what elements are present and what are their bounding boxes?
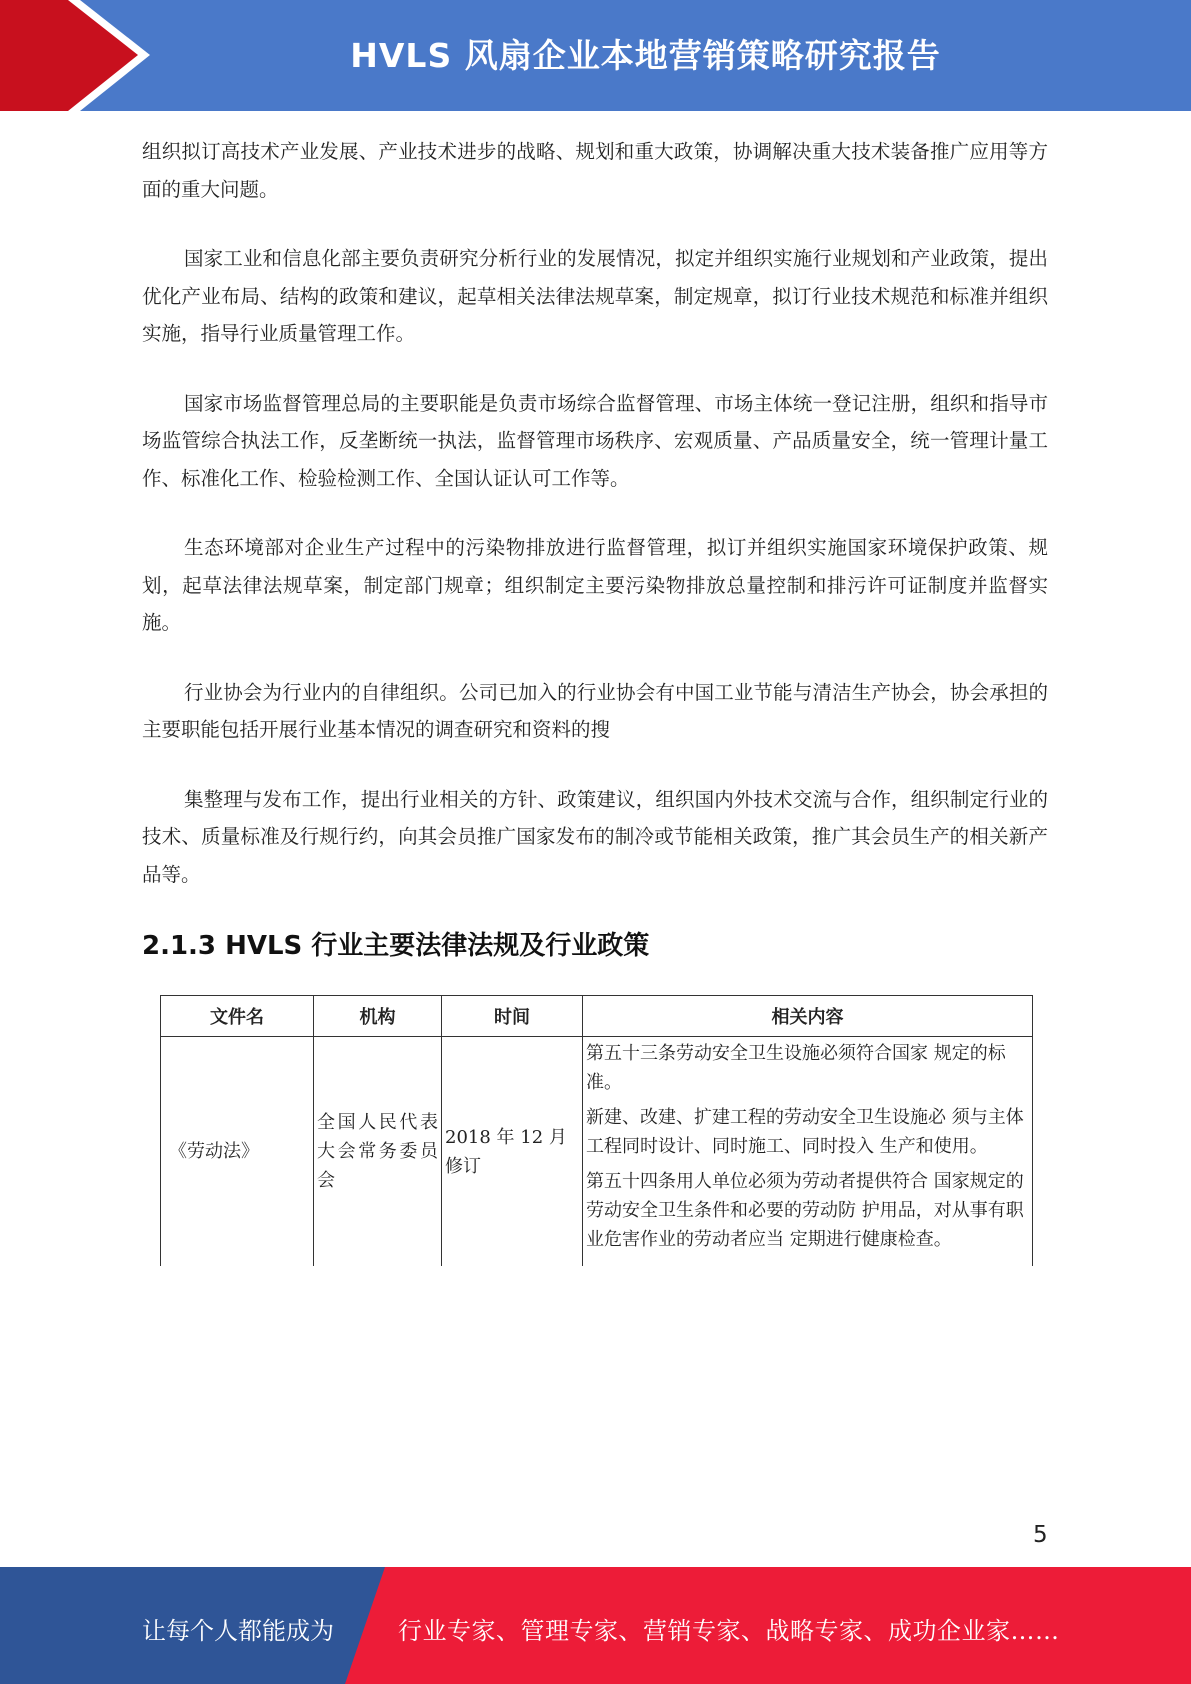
cell-content bbox=[583, 1037, 1033, 1267]
content-clause-2: 新建、改建、扩建工程的劳动安全卫生设施必 须与主体工程同时设计、同时施工、同时投入 生产和使用。 bbox=[586, 1107, 1024, 1157]
page-footer bbox=[0, 1567, 1191, 1684]
content-clause-1: 第五十三条劳动安全卫生设施必须符合国家 规定的标准。 bbox=[586, 1043, 1006, 1093]
paragraph-6: 集整理与发布工作，提出行业相关的方针、政策建议，组织国内外技术交流与合作，组织制定行业的技术、质量标准及行规行约，向其会员推广国家发布的制冷或节能相关政策，推广其会员生产的相关新产品等。 bbox=[142, 787, 1048, 886]
column-header-organization: 机构 bbox=[314, 996, 442, 1037]
header-title: HVLS 风扇企业本地营销策略研究报告 bbox=[350, 36, 941, 75]
page-number: 5 bbox=[1033, 1522, 1048, 1548]
paragraph-2: 国家工业和信息化部主要负责研究分析行业的发展情况，拟定并组织实施行业规划和产业政策，提出优化产业布局、结构的政策和建议，起草相关法律法规草案，制定规章，拟订行业技术规范和标准并组织实施，指导行业质量管理工作。 bbox=[142, 247, 1048, 345]
page-header bbox=[0, 0, 1191, 111]
footer-slogan: 让每个人都能成为 bbox=[142, 1617, 334, 1645]
paragraph-1: 组织拟订高技术产业发展、产业技术进步的战略、规划和重大政策，协调解决重大技术装备推广应用等方面的重大问题。 bbox=[142, 140, 1048, 201]
header-arrow-icon bbox=[0, 0, 150, 111]
column-header-date: 时间 bbox=[442, 996, 583, 1037]
table-row bbox=[161, 1037, 1033, 1267]
body-text bbox=[142, 133, 1048, 925]
regulations-table bbox=[160, 995, 1033, 1266]
column-header-filename: 文件名 bbox=[161, 996, 314, 1037]
cell-date: 2018 年 12 月修订 bbox=[442, 1037, 583, 1267]
table-header-row bbox=[161, 996, 1033, 1037]
footer-tagline: 行业专家、管理专家、营销专家、战略专家、成功企业家…… bbox=[398, 1617, 1060, 1645]
section-heading: 2.1.3 HVLS 行业主要法律法规及行业政策 bbox=[142, 931, 650, 961]
paragraph-5: 行业协会为行业内的自律组织。公司已加入的行业协会有中国工业节能与清洁生产协会，协会承担的主要职能包括开展行业基本情况的调查研究和资料的搜 bbox=[142, 680, 1048, 741]
cell-organization: 全国人民代表大会常务委员会 bbox=[314, 1037, 442, 1267]
paragraph-4: 生态环境部对企业生产过程中的污染物排放进行监督管理，拟订并组织实施国家环境保护政策、规划，起草法律法规草案，制定部门规章；组织制定主要污染物排放总量控制和排污许可证制度并监督实施。 bbox=[142, 536, 1048, 634]
paragraph-3: 国家市场监督管理总局的主要职能是负责市场综合监督管理、市场主体统一登记注册，组织和指导市场监管综合执法工作，反垄断统一执法，监督管理市场秩序、宏观质量、产品质量安全，统一管理计量工作、标准化工作、检验检测工作、全国认证认可工作等。 bbox=[142, 391, 1048, 490]
column-header-content: 相关内容 bbox=[583, 996, 1033, 1037]
content-clause-3: 第五十四条用人单位必须为劳动者提供符合 国家规定的劳动安全卫生条件和必要的劳动防 护用品，对从事有职业危害作业的劳动者应当 定期进行健康检查。 bbox=[586, 1171, 1024, 1250]
cell-filename: 《劳动法》 bbox=[161, 1037, 314, 1267]
